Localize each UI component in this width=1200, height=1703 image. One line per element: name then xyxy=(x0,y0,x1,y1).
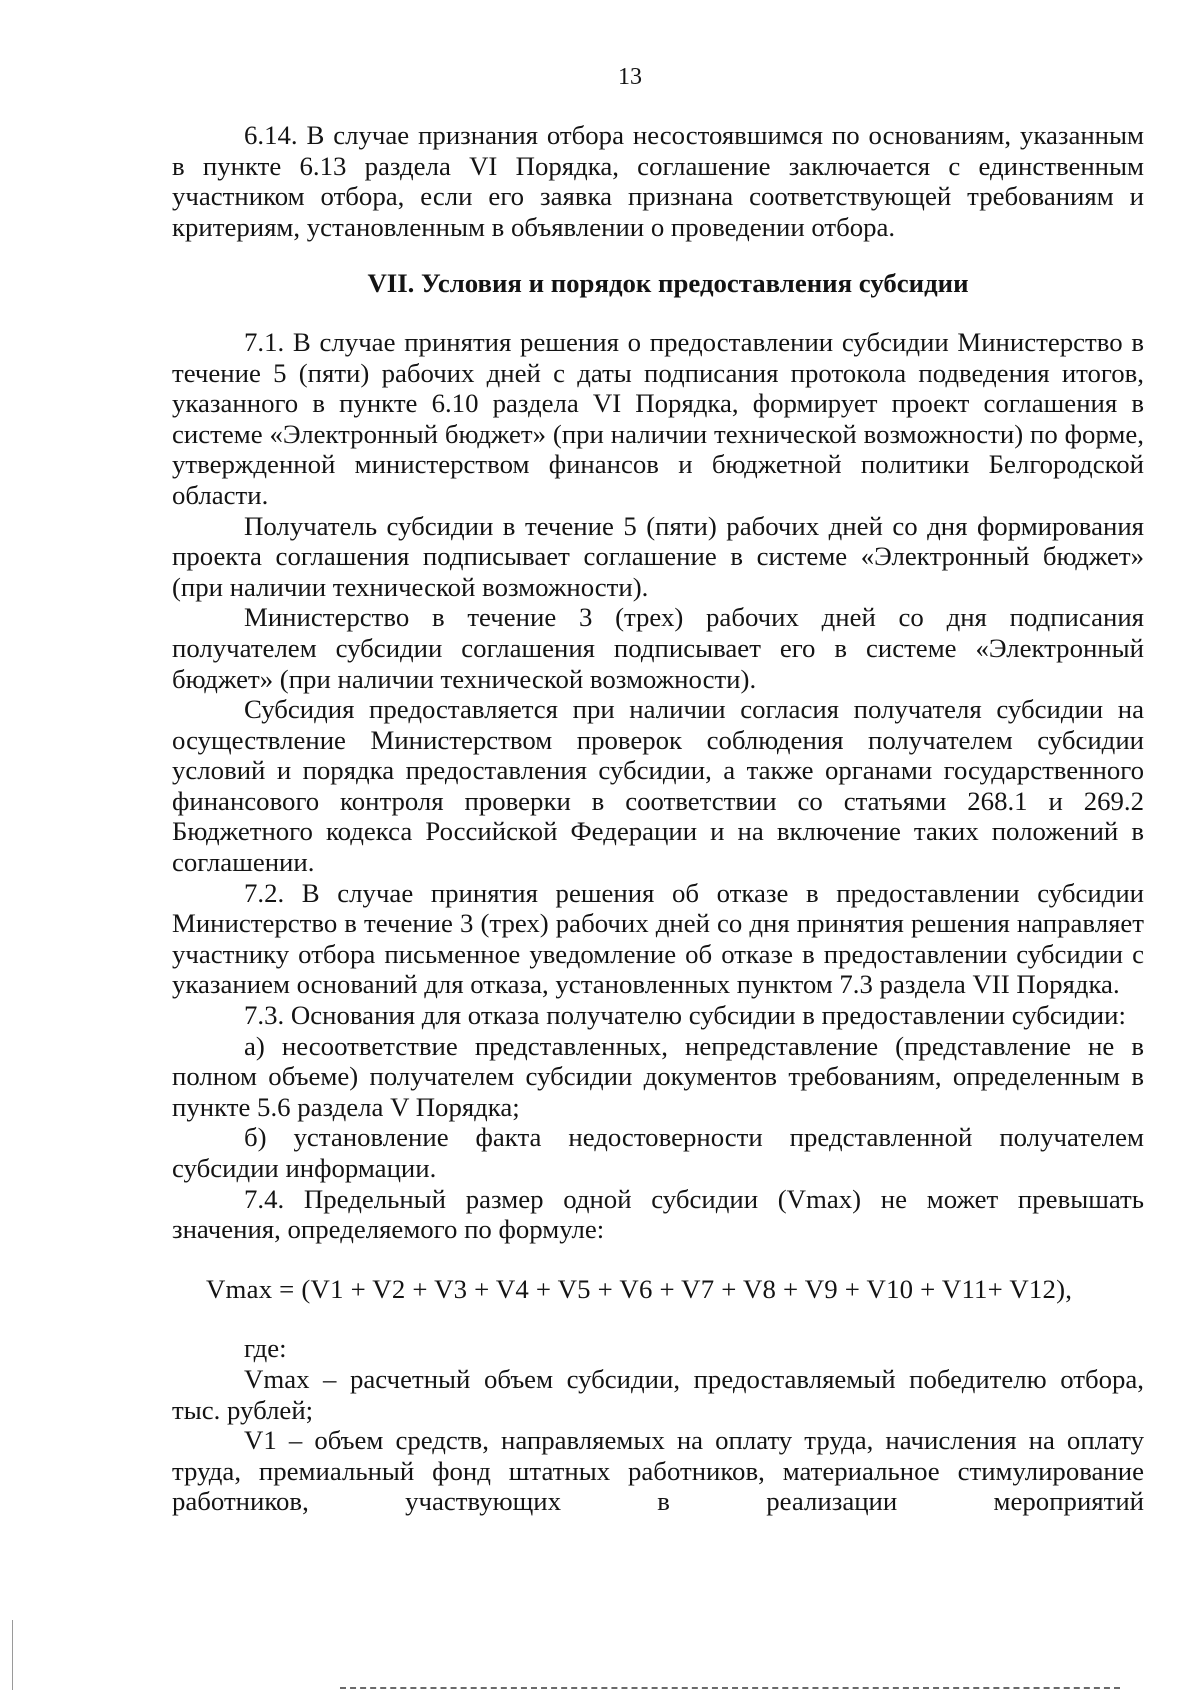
formula-vmax: Vmax = (V1 + V2 + V3 + V4 + V5 + V6 + V7 + V8 + V9 + V10 + V11+ V12), xyxy=(206,1273,1073,1304)
scan-footer-line xyxy=(340,1687,1120,1689)
paragraph-7-3-b: б) установление факта недостоверности представленной получателем субсидии информации. xyxy=(172,1122,1144,1183)
paragraph-6-14: 6.14. В случае признания отбора несостоявшимся по основаниям, указанным в пункте 6.13 раздела VI Порядка, соглашение заключается с единственным участником отбора, если его заявка признана соответствующей требованиям и критериям, установленным в объявлении о проведении отбора. xyxy=(172,120,1144,242)
paragraph-7-1-recipient-signs: Получатель субсидии в течение 5 (пяти) рабочих дней со дня формирования проекта соглашения подписывает соглашение в системе «Электронный бюджет» (при наличии технической возможности). xyxy=(172,510,1144,602)
paragraph-7-3: 7.3. Основания для отказа получателю субсидии в предоставлении субсидии: xyxy=(244,1000,1126,1031)
paragraph-7-1-consent: Субсидия предоставляется при наличии согласия получателя субсидии на осуществление Министерством проверок соблюдения получателем субсидии условий и порядка предоставления субсидии, а также органами государственного финансового контроля проверки в соответствии со статьями 268.1 и 269.2 Бюджетного кодекса Российской Федерации и на включение таких положений в соглашении. xyxy=(172,694,1144,878)
scan-edge-mark xyxy=(12,1620,13,1690)
section-heading: VII. Условия и порядок предоставления субсидии xyxy=(367,268,969,299)
definition-vmax: Vmax – расчетный объем субсидии, предоставляемый победителю отбора, тыс. рублей; xyxy=(172,1363,1144,1425)
paragraph-7-3-a: а) несоответствие представленных, непредставление (представление не в полном объеме) получателем субсидии документов требованиям, определенным в пункте 5.6 раздела V Порядка; xyxy=(172,1030,1144,1122)
paragraph-7-1-ministry-signs: Министерство в течение 3 (трех) рабочих дней со дня подписания получателем субсидии соглашения подписывает его в системе «Электронный бюджет» (при наличии технической возможности). xyxy=(172,602,1144,694)
definition-v1: V1 – объем средств, направляемых на оплату труда, начисления на оплату труда, премиальный фонд штатных работников, материальное стимулирование работников, участвующих в реализации мероприятий xyxy=(172,1425,1144,1517)
formula-where-label: где: xyxy=(244,1333,287,1364)
paragraph-7-2: 7.2. В случае принятия решения об отказе в предоставлении субсидии Министерство в течение 3 (трех) рабочих дней со дня принятия решения направляет участнику отбора письменное уведомление об отказе в предоставлении субсидии с указанием оснований для отказа, установленных пунктом 7.3 раздела VII Порядка. xyxy=(172,877,1144,1000)
page-number: 13 xyxy=(618,64,642,90)
paragraph-7-1: 7.1. В случае принятия решения о предоставлении субсидии Министерство в течение 5 (пяти) рабочих дней с даты подписания протокола подведения итогов, указанного в пункте 6.10 раздела VI Порядка, формирует проект соглашения в системе «Электронный бюджет» (при наличии технической возможности) по форме, утвержденной министерством финансов и бюджетной политики Белгородской области. xyxy=(172,326,1144,510)
paragraph-7-4: 7.4. Предельный размер одной субсидии (Vmax) не может превышать значения, определяемого по формуле: xyxy=(172,1183,1144,1245)
document-body xyxy=(172,120,1144,1517)
